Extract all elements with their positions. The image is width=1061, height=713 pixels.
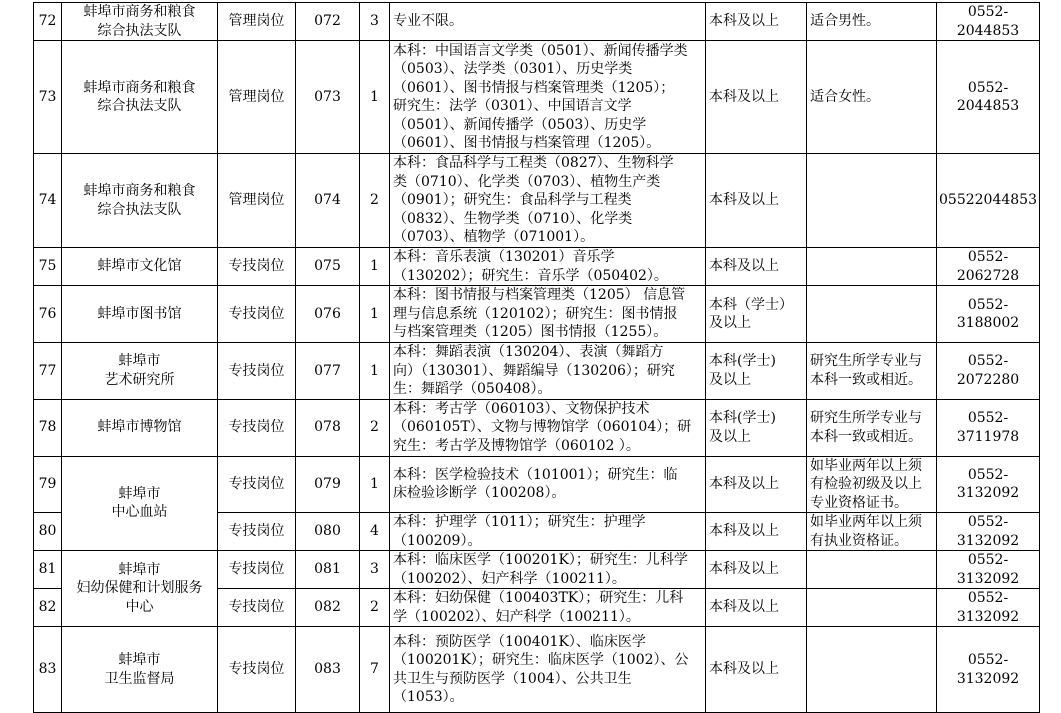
table-row <box>34 627 1040 713</box>
post-type: 管理岗位 <box>218 3 296 41</box>
post-type: 管理岗位 <box>218 41 296 154</box>
unit-name: 蚌埠市商务和粮食 综合执法支队 <box>62 3 218 41</box>
table-row <box>34 41 1040 154</box>
recruitment-table <box>33 2 1040 713</box>
row-number: 78 <box>34 399 62 456</box>
row-number: 73 <box>34 41 62 154</box>
row-number: 82 <box>34 589 62 627</box>
post-code: 083 <box>296 627 360 713</box>
major-requirement: 本科：考古学（060103）、文物保护技术 （060105T）、文物与博物馆学（060104）；研 究生：考古学及博物馆学（060102 ）。 <box>390 399 706 456</box>
other-requirement: 适合女性。 <box>807 41 937 154</box>
contact-phone: 0552-3132092 <box>937 627 1040 713</box>
major-requirement: 本科：妇幼保健（100403TK）；研究生：儿科 学（100202）、妇产科学（100211）。 <box>390 589 706 627</box>
unit-name: 蚌埠市商务和粮食 综合执法支队 <box>62 154 218 248</box>
post-type: 专技岗位 <box>218 286 296 343</box>
major-requirement: 本科：预防医学（100401K）、临床医学 （100201K）；研究生：临床医学（1002）、公 共卫生与预防医学（1004）、公共卫生 （1053）。 <box>390 627 706 713</box>
other-requirement <box>807 154 937 248</box>
major-requirement: 专业不限。 <box>390 3 706 41</box>
major-requirement: 本科：护理学（1011）；研究生：护理学 （100209）。 <box>390 513 706 551</box>
education-requirement: 本科及以上 <box>706 513 807 551</box>
education-requirement: 本科及以上 <box>706 248 807 286</box>
unit-name: 蚌埠市 妇幼保健和计划服务 中心 <box>62 551 218 627</box>
major-requirement: 本科：舞蹈表演（130204）、表演（舞蹈方 向）（130301）、舞蹈编导（130206）；研究 生：舞蹈学（050408）。 <box>390 343 706 400</box>
table-row <box>34 286 1040 343</box>
contact-phone: 0552-3132092 <box>937 456 1040 513</box>
unit-name: 蚌埠市文化馆 <box>62 248 218 286</box>
other-requirement <box>807 248 937 286</box>
contact-phone: 0552-3132092 <box>937 513 1040 551</box>
other-requirement: 适合男性。 <box>807 3 937 41</box>
row-number: 83 <box>34 627 62 713</box>
post-type: 专技岗位 <box>218 589 296 627</box>
post-code: 082 <box>296 589 360 627</box>
post-code: 072 <box>296 3 360 41</box>
major-requirement: 本科：音乐表演（130201）音乐学 （130202）；研究生：音乐学（050402）。 <box>390 248 706 286</box>
unit-name: 蚌埠市 卫生监督局 <box>62 627 218 713</box>
other-requirement: 如毕业两年以上须 有检验初级及以上 专业资格证书。 <box>807 456 937 513</box>
post-type: 专技岗位 <box>218 399 296 456</box>
post-type: 专技岗位 <box>218 456 296 513</box>
unit-name: 蚌埠市商务和粮食 综合执法支队 <box>62 41 218 154</box>
row-number: 74 <box>34 154 62 248</box>
post-code: 077 <box>296 343 360 400</box>
row-number: 72 <box>34 3 62 41</box>
unit-name: 蚌埠市博物馆 <box>62 399 218 456</box>
post-code: 073 <box>296 41 360 154</box>
row-number: 80 <box>34 513 62 551</box>
table-row <box>34 456 1040 513</box>
other-requirement: 研究生所学专业与 本科一致或相近。 <box>807 343 937 400</box>
table-row <box>34 154 1040 248</box>
major-requirement: 本科：临床医学（100201K）；研究生：儿科学 （100202）、妇产科学（100211）。 <box>390 551 706 589</box>
contact-phone: 05522044853 <box>937 154 1040 248</box>
education-requirement: 本科及以上 <box>706 3 807 41</box>
hire-count: 3 <box>360 3 390 41</box>
post-type: 管理岗位 <box>218 154 296 248</box>
post-type: 专技岗位 <box>218 248 296 286</box>
contact-phone: 0552-3188002 <box>937 286 1040 343</box>
unit-name: 蚌埠市图书馆 <box>62 286 218 343</box>
row-number: 77 <box>34 343 62 400</box>
table-row <box>34 3 1040 41</box>
post-code: 074 <box>296 154 360 248</box>
hire-count: 1 <box>360 343 390 400</box>
hire-count: 2 <box>360 589 390 627</box>
other-requirement: 研究生所学专业与 本科一致或相近。 <box>807 399 937 456</box>
other-requirement <box>807 589 937 627</box>
contact-phone: 0552-3132092 <box>937 551 1040 589</box>
education-requirement: 本科及以上 <box>706 456 807 513</box>
row-number: 76 <box>34 286 62 343</box>
hire-count: 7 <box>360 627 390 713</box>
contact-phone: 0552-2044853 <box>937 41 1040 154</box>
post-code: 079 <box>296 456 360 513</box>
hire-count: 2 <box>360 399 390 456</box>
major-requirement: 本科：食品科学与工程类（0827）、生物科学 类（0710）、化学类（0703）、植物生产类 （0901）；研究生：食品科学与工程类 （0832）、生物学类（0710）、化学类 （0703）、植物学（071001）。 <box>390 154 706 248</box>
hire-count: 1 <box>360 286 390 343</box>
table-row <box>34 343 1040 400</box>
table-row <box>34 399 1040 456</box>
table-row <box>34 248 1040 286</box>
hire-count: 3 <box>360 551 390 589</box>
post-code: 081 <box>296 551 360 589</box>
major-requirement: 本科：医学检验技术（101001）；研究生：临 床检验诊断学（100208）。 <box>390 456 706 513</box>
table-row <box>34 551 1040 589</box>
hire-count: 1 <box>360 456 390 513</box>
post-type: 专技岗位 <box>218 627 296 713</box>
major-requirement: 本科：中国语言文学类（0501）、新闻传播学类 （0503）、法学类（0301）、历史学类 （0601）、图书情报与档案管理类（1205）； 研究生：法学（0301）、中国语言文学 （0501）、新闻传播学（0503）、历史学 （0601）、图书情报与档案管理（1205）。 <box>390 41 706 154</box>
hire-count: 1 <box>360 41 390 154</box>
education-requirement: 本科(学士) 及以上 <box>706 399 807 456</box>
other-requirement <box>807 286 937 343</box>
post-code: 080 <box>296 513 360 551</box>
contact-phone: 0552-2072280 <box>937 343 1040 400</box>
unit-name: 蚌埠市 艺术研究所 <box>62 343 218 400</box>
unit-name: 蚌埠市 中心血站 <box>62 456 218 551</box>
hire-count: 4 <box>360 513 390 551</box>
contact-phone: 0552-3132092 <box>937 589 1040 627</box>
contact-phone: 0552-3711978 <box>937 399 1040 456</box>
post-code: 076 <box>296 286 360 343</box>
education-requirement: 本科及以上 <box>706 154 807 248</box>
education-requirement: 本科及以上 <box>706 551 807 589</box>
post-type: 专技岗位 <box>218 513 296 551</box>
post-code: 078 <box>296 399 360 456</box>
post-type: 专技岗位 <box>218 551 296 589</box>
major-requirement: 本科：图书情报与档案管理类（1205） 信息管 理与信息系统（120102）；研究生：图书情报 与档案管理类（1205）图书情报（1255）。 <box>390 286 706 343</box>
hire-count: 1 <box>360 248 390 286</box>
row-number: 79 <box>34 456 62 513</box>
other-requirement: 如毕业两年以上须 有执业资格证。 <box>807 513 937 551</box>
education-requirement: 本科及以上 <box>706 41 807 154</box>
other-requirement <box>807 627 937 713</box>
hire-count: 2 <box>360 154 390 248</box>
education-requirement: 本科（学士） 及以上 <box>706 286 807 343</box>
education-requirement: 本科(学士) 及以上 <box>706 343 807 400</box>
contact-phone: 0552-2062728 <box>937 248 1040 286</box>
contact-phone: 0552-2044853 <box>937 3 1040 41</box>
row-number: 81 <box>34 551 62 589</box>
row-number: 75 <box>34 248 62 286</box>
post-type: 专技岗位 <box>218 343 296 400</box>
education-requirement: 本科及以上 <box>706 627 807 713</box>
other-requirement <box>807 551 937 589</box>
post-code: 075 <box>296 248 360 286</box>
education-requirement: 本科及以上 <box>706 589 807 627</box>
